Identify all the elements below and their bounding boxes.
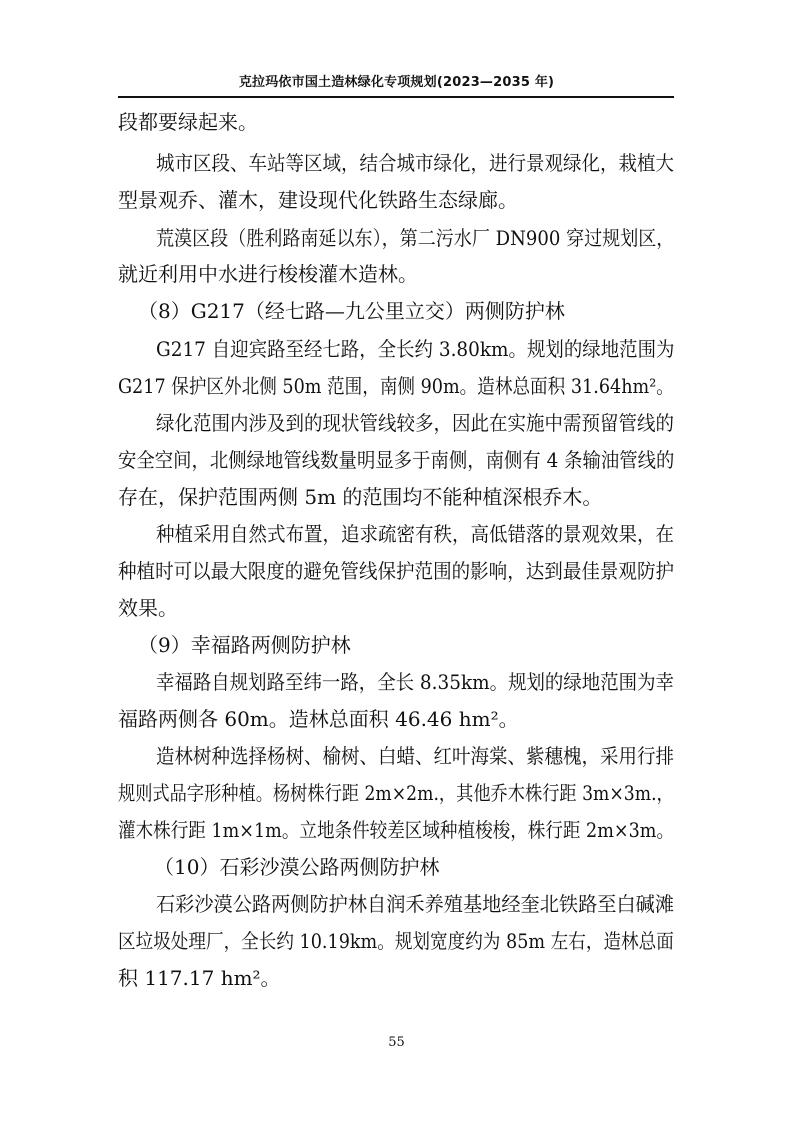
- body-line: 型景观乔、灌木，建设现代化铁路生态绿廊。: [118, 188, 518, 212]
- body-line: 石彩沙漠公路两侧防护林自润禾养殖基地经奎北铁路至白碱滩: [156, 892, 675, 916]
- body-line: 存在，保护范围两侧 5m 的范围均不能种植深根乔木。: [118, 485, 603, 509]
- body-line: 规则式品字形种植。杨树株行距 2m×2m.，其他乔木株行距 3m×3m.，: [118, 781, 674, 805]
- body-line: 效果。: [118, 596, 178, 620]
- body-line: 荒漠区段（胜利路南延以东），第二污水厂 DN900 穿过规划区，: [156, 226, 675, 250]
- body-line: G217 保护区外北侧 50m 范围，南侧 90m。造林总面积 31.64hm²。: [118, 374, 674, 398]
- body-line: 灌木株行距 1m×1m。立地条件较差区域种植梭梭，株行距 2m×3m。: [118, 818, 675, 842]
- body-line: 城市区段、车站等区域，结合城市绿化，进行景观绿化，栽植大: [156, 151, 674, 175]
- body-line: G217 自迎宾路至经七路，全长约 3.80km。规划的绿地范围为: [156, 337, 675, 361]
- body-line: 积 117.17 hm²。: [118, 966, 281, 990]
- body-line: 福路两侧各 60m。造林总面积 46.46 hm²。: [118, 707, 519, 731]
- running-header-title: 克拉玛依市国土造林绿化专项规划(2023—2035 年): [238, 75, 555, 90]
- body-line: 段都要绿起来。: [118, 110, 258, 134]
- section-heading-9: （9）幸福路两侧防护林: [138, 633, 351, 657]
- body-line: 幸福路自规划路至纬一路，全长 8.35km。规划的绿地范围为幸: [156, 670, 674, 694]
- page-number: 55: [388, 1035, 405, 1050]
- body-line: 区垃圾处理厂，全长约 10.19km。规划宽度约为 85m 左右，造林总面: [118, 929, 674, 953]
- body-line: 安全空间，北侧绿地管线数量明显多于南侧，南侧有 4 条输油管线的: [118, 448, 675, 472]
- section-heading-8: （8）G217（经七路—九公里立交）两侧防护林: [138, 299, 565, 323]
- section-heading-10: （10）石彩沙漠公路两侧防护林: [154, 855, 440, 879]
- body-line: 造林树种选择杨树、榆树、白蜡、红叶海棠、紫穗槐，采用行排: [156, 744, 674, 768]
- body-line: 种植时可以最大限度的避免管线保护范围的影响，达到最佳景观防护: [118, 559, 675, 583]
- body-line: 就近利用中水进行梭梭灌木造林。: [118, 262, 418, 286]
- body-line: 种植采用自然式布置，追求疏密有秩，高低错落的景观效果，在: [156, 522, 674, 546]
- body-line: 绿化范围内涉及到的现状管线较多，因此在实施中需预留管线的: [156, 411, 674, 435]
- header-divider: [118, 96, 674, 98]
